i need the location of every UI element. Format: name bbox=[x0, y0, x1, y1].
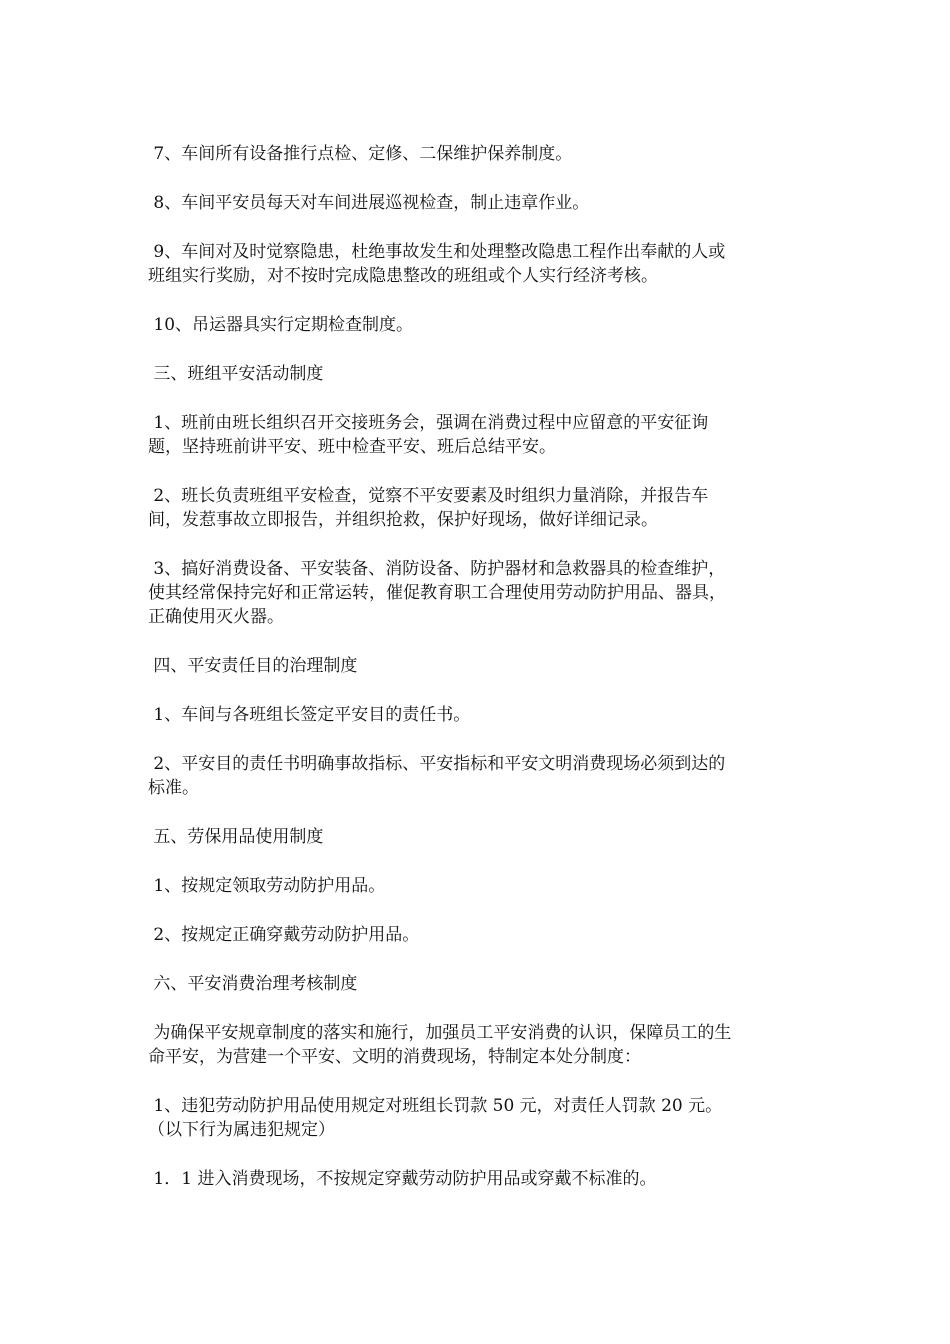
paragraph bbox=[148, 240, 808, 288]
paragraph bbox=[148, 142, 808, 166]
paragraph bbox=[148, 1021, 808, 1069]
paragraph-line: 四、平安责任目的治理制度 bbox=[148, 656, 358, 676]
paragraph-line: 1、班前由班长组织召开交接班务会，强调在消费过程中应留意的平安征询 bbox=[148, 413, 709, 433]
document-body bbox=[148, 142, 808, 1216]
paragraph bbox=[148, 874, 808, 898]
paragraph-line: 为确保平安规章制度的落实和施行，加强员工平安消费的认识，保障员工的生 bbox=[148, 1023, 732, 1043]
paragraph bbox=[148, 484, 808, 532]
paragraph-line: 命平安，为营建一个平安、文明的消费现场，特制定本处分制度： bbox=[148, 1047, 641, 1067]
paragraph-line: 2、平安目的责任书明确事故指标、平安指标和平安文明消费现场必须到达的 bbox=[148, 754, 726, 774]
paragraph-line: 10、吊运器具实行定期检查制度。 bbox=[148, 315, 414, 335]
paragraph bbox=[148, 411, 808, 459]
paragraph-line: 3、搞好消费设备、平安装备、消防设备、防护器材和急救器具的检查维护， bbox=[148, 559, 726, 579]
paragraph bbox=[148, 191, 808, 215]
paragraph-line: 使其经常保持完好和正常运转，催促教育职工合理使用劳动防护用品、器具， bbox=[148, 583, 726, 603]
paragraph bbox=[148, 654, 808, 678]
paragraph-line: （以下行为属违犯规定） bbox=[148, 1120, 335, 1140]
paragraph-line: 8、车间平安员每天对车间进展巡视检查，制止违章作业。 bbox=[148, 193, 590, 213]
paragraph bbox=[148, 313, 808, 337]
paragraph-line: 正确使用灭火器。 bbox=[148, 607, 284, 627]
paragraph bbox=[148, 825, 808, 849]
paragraph-line: 五、劳保用品使用制度 bbox=[148, 827, 324, 847]
paragraph-line: 9、车间对及时觉察隐患，杜绝事故发生和处理整改隐患工程作出奉献的人或 bbox=[148, 242, 726, 262]
paragraph-line: 六、平安消费治理考核制度 bbox=[148, 974, 358, 994]
paragraph-line: 2、班长负责班组平安检查，觉察不平安要素及时组织力量消除，并报告车 bbox=[148, 486, 709, 506]
paragraph-line: 1、车间与各班组长签定平安目的责任书。 bbox=[148, 705, 471, 725]
paragraph-line: 7、车间所有设备推行点检、定修、二保维护保养制度。 bbox=[148, 144, 573, 164]
paragraph bbox=[148, 703, 808, 727]
paragraph-line: 1、违犯劳动防护用品使用规定对班组长罚款 50 元，对责任人罚款 20 元。 bbox=[148, 1096, 723, 1116]
paragraph-line: 间，发惹事故立即报告，并组织抢救，保护好现场，做好详细记录。 bbox=[148, 510, 658, 530]
paragraph-line: 标准。 bbox=[148, 778, 199, 798]
paragraph bbox=[148, 923, 808, 947]
paragraph bbox=[148, 1167, 808, 1191]
paragraph-line: 班组实行奖励，对不按时完成隐患整改的班组或个人实行经济考核。 bbox=[148, 266, 658, 286]
paragraph-line: 题，坚持班前讲平安、班中检查平安、班后总结平安。 bbox=[148, 437, 556, 457]
paragraph bbox=[148, 752, 808, 800]
paragraph bbox=[148, 1094, 808, 1142]
paragraph bbox=[148, 362, 808, 386]
paragraph-line: 1．1 进入消费现场，不按规定穿戴劳动防护用品或穿戴不标准的。 bbox=[148, 1169, 657, 1189]
paragraph bbox=[148, 972, 808, 996]
paragraph-line: 1、按规定领取劳动防护用品。 bbox=[148, 876, 386, 896]
paragraph-line: 三、班组平安活动制度 bbox=[148, 364, 324, 384]
paragraph-line: 2、按规定正确穿戴劳动防护用品。 bbox=[148, 925, 420, 945]
paragraph bbox=[148, 557, 808, 629]
